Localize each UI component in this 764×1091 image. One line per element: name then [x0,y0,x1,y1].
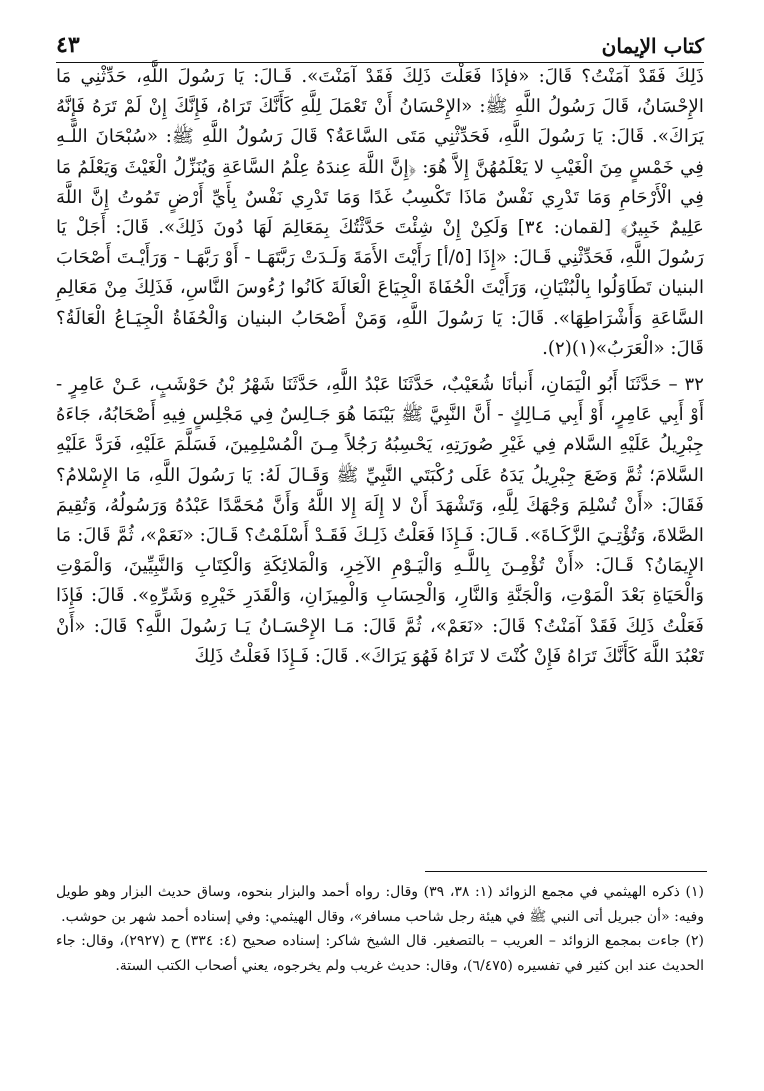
running-header [56,26,704,63]
main-text [56,62,704,672]
footnotes [56,880,704,978]
page-number: ٤٣ [56,32,80,58]
book-title: كتاب الإيمان [601,34,704,58]
footnote-2: (٢) جاءت بمجمع الزوائد – العريب – بالتصغير. قال الشيخ شاكر: إسناده صحيح (٤: ٣٣٤) ح (٢٩٢٧)، وقال: جاء الحديث عند ابن كثير في تفسيره (٦/٤٧٥)، وقال: حديث غريب ولم يخرجوه، يعني أصحاب الكتب الستة. [56,933,704,974]
footnote-separator [425,871,707,872]
footnote-1: (١) ذكره الهيثمي في مجمع الزوائد (١: ٣٨، ٣٩) وقال: رواه أحمد والبزار بنحوه، وساق حديث البزار وهو طويل وفيه: «أن جبريل أتى النبي ﷺ في هيئة رجل شاحب مسافر»، وقال الهيثمي: وفي إسناده أحمد شهر بن حوشب. [56,884,705,925]
hadith-paragraph-32: ٣٢ – حَدَّثَنَا أَبُو الْيَمَانِ، أَنبأنَا شُعَيْبٌ، حَدَّثَنَا عَبْدُ اللَّهِ، حَدَّثَنَا شَهْرُ بْنُ حَوْشَبٍ، عَـنْ عَامِرٍ - أَوْ أَبِي عَامِرٍ، أَوْ أَبِي مَـالِكٍ - أَنَّ النَّبِيَّ ﷺ بَيْنَمَا هُوَ جَـالِسٌ فِي مَجْلِسٍ فِيهِ أَصْحَابُهُ، جَاءَهُ جِبْرِيلُ عَلَيْهِ السَّلام فِي غَيْرِ صُورَتِهِ، يَحْسِبُهُ رَجُلاً مِـنَ الْمُسْلِمِينَ، فَسَلَّمَ عَلَيْهِ، فَرَدَّ عَلَيْهِ السَّلامَ؛ ثُمَّ وَضَعَ جِبْرِيلُ يَدَهُ عَلَى رُكْبَتَي النَّبِيِّ ﷺ وَقَـالَ لَهُ: يَا رَسُولَ اللَّهِ، مَا الإِسْلامُ؟ فَقَالَ: «أَنْ تُسْلِمَ وَجْهَكَ لِلَّهِ، وَتَشْهَدَ أَنْ لا إِلَهَ إِلا اللَّهُ وَأَنَّ مُحَمَّدًا عَبْدُهُ وَرَسُولُهُ، وَتُقِيمَ الصَّلاةَ، وَتُؤْتِـيَ الزَّكَـاةَ». قَـالَ: فَـإِذَا فَعَلْتُ ذَلِـكَ فَقَـدْ أَسْلَمْتُ؟ قَـالَ: «نَعَمْ»، ثُمَّ قَالَ: مَا الإِيمَانُ؟ قَـالَ: «أَنْ تُؤْمِـنَ بِاللَّـهِ وَالْيَـوْمِ الآخِرِ، وَالْمَلائِكَةِ وَالْكِتَابِ وَالنَّبِيِّينَ، وَالْمَوْتِ وَالْحَيَاةِ بَعْدَ الْمَوْتِ، وَالْجَنَّةِ وَالنَّارِ، وَالْحِسَابِ وَالْمِيزَانِ، وَالْقَدَرِ خَيْرِهِ وَشَرِّهِ». قَالَ: فَإِذَا فَعَلْتُ ذَلِكَ فَقَدْ آمَنْتُ؟ قَالَ: «نَعَمْ»، ثُمَّ قَالَ: مَـا الإِحْسَـانُ يَـا رَسُولَ اللَّهِ؟ قَالَ: «أَنْ تَعْبُدَ اللَّهَ كَأَنَّكَ تَرَاهُ فَإِنْ كُنْتَ لا تَرَاهُ فَهُوَ يَرَاكَ». قَالَ: فَـإِذَا فَعَلْتُ ذَلِكَ [56,374,704,667]
hadith-paragraph-continuation: ذَلِكَ فَقَدْ آمَنْتُ؟ قَالَ: «فإذَا فَعَلْتَ ذَلِكَ فَقَدْ آمَنْتَ». قَـالَ: يَا رَسُولَ اللَّهِ، حَدِّثْنِي مَا الإِحْسَانُ، قَالَ رَسُولُ اللَّهِ ﷺ: «الإِحْسَانُ أَنْ تَعْمَلَ لِلَّهِ كَأَنَّكَ تَرَاهُ، فَإِنَّكَ إِنْ لَمْ تَرَهُ فَإِنَّهُ يَرَاكَ». قَالَ: يَا رَسُولَ اللَّهِ، فَحَدِّثْنِي مَتَى السَّاعَةُ؟ قَالَ رَسُولُ اللَّهِ ﷺ: «سُبْحَانَ اللَّـهِ فِي خَمْسٍ مِنَ الْغَيْبِ لا يَعْلَمُهُنَّ إِلاَّ هُوَ: ﴿إِنَّ اللَّهَ عِندَهُ عِلْمُ السَّاعَةِ وَيُنَزِّلُ الْغَيْثَ وَيَعْلَمُ مَا فِي الْأَرْحَامِ وَمَا تَدْرِي نَفْسٌ مَاذَا تَكْسِبُ غَدًا وَمَا تَدْرِي نَفْسٌ بِأَيِّ أَرْضٍ تَمُوتُ إِنَّ اللَّهَ عَلِيمٌ خَبِيرٌ﴾ [لقمان: ٣٤] وَلَكِنْ إِنْ شِئْتَ حَدَّثْتُكَ بِمَعَالِمَ لَهَا دُونَ ذَلِكَ». قَالَ: أَجَلْ يَا رَسُولَ اللَّهِ، فَحَدِّثْنِي قَـالَ: «إِذَا [٥/أ] رَأَيْتَ الأَمَةَ وَلَـدَتْ رَبَّتَهَـا - أَوْ رَبَّهَـا - وَرَأَيْـتَ أَصْحَابَ البنيان تَطَاوَلُوا بِالْبُنْيَانِ، وَرَأَيْتَ الْحُفَاةَ الْجِيَاعَ الْعَالَةَ كَانُوا رُءُوسَ النَّاسِ، فَذَلِكَ مِنْ مَعَالِمِ السَّاعَةِ وَأَشْرَاطِهَا». قَالَ: يَا رَسُولَ اللَّهِ، وَمَنْ أَصْحَابُ البنيان وَالْحُفَاةُ الْجِيَـاعُ الْعَالَةُ؟ قَالَ: «الْعَرَبُ»(١)(٢). [56,66,704,359]
